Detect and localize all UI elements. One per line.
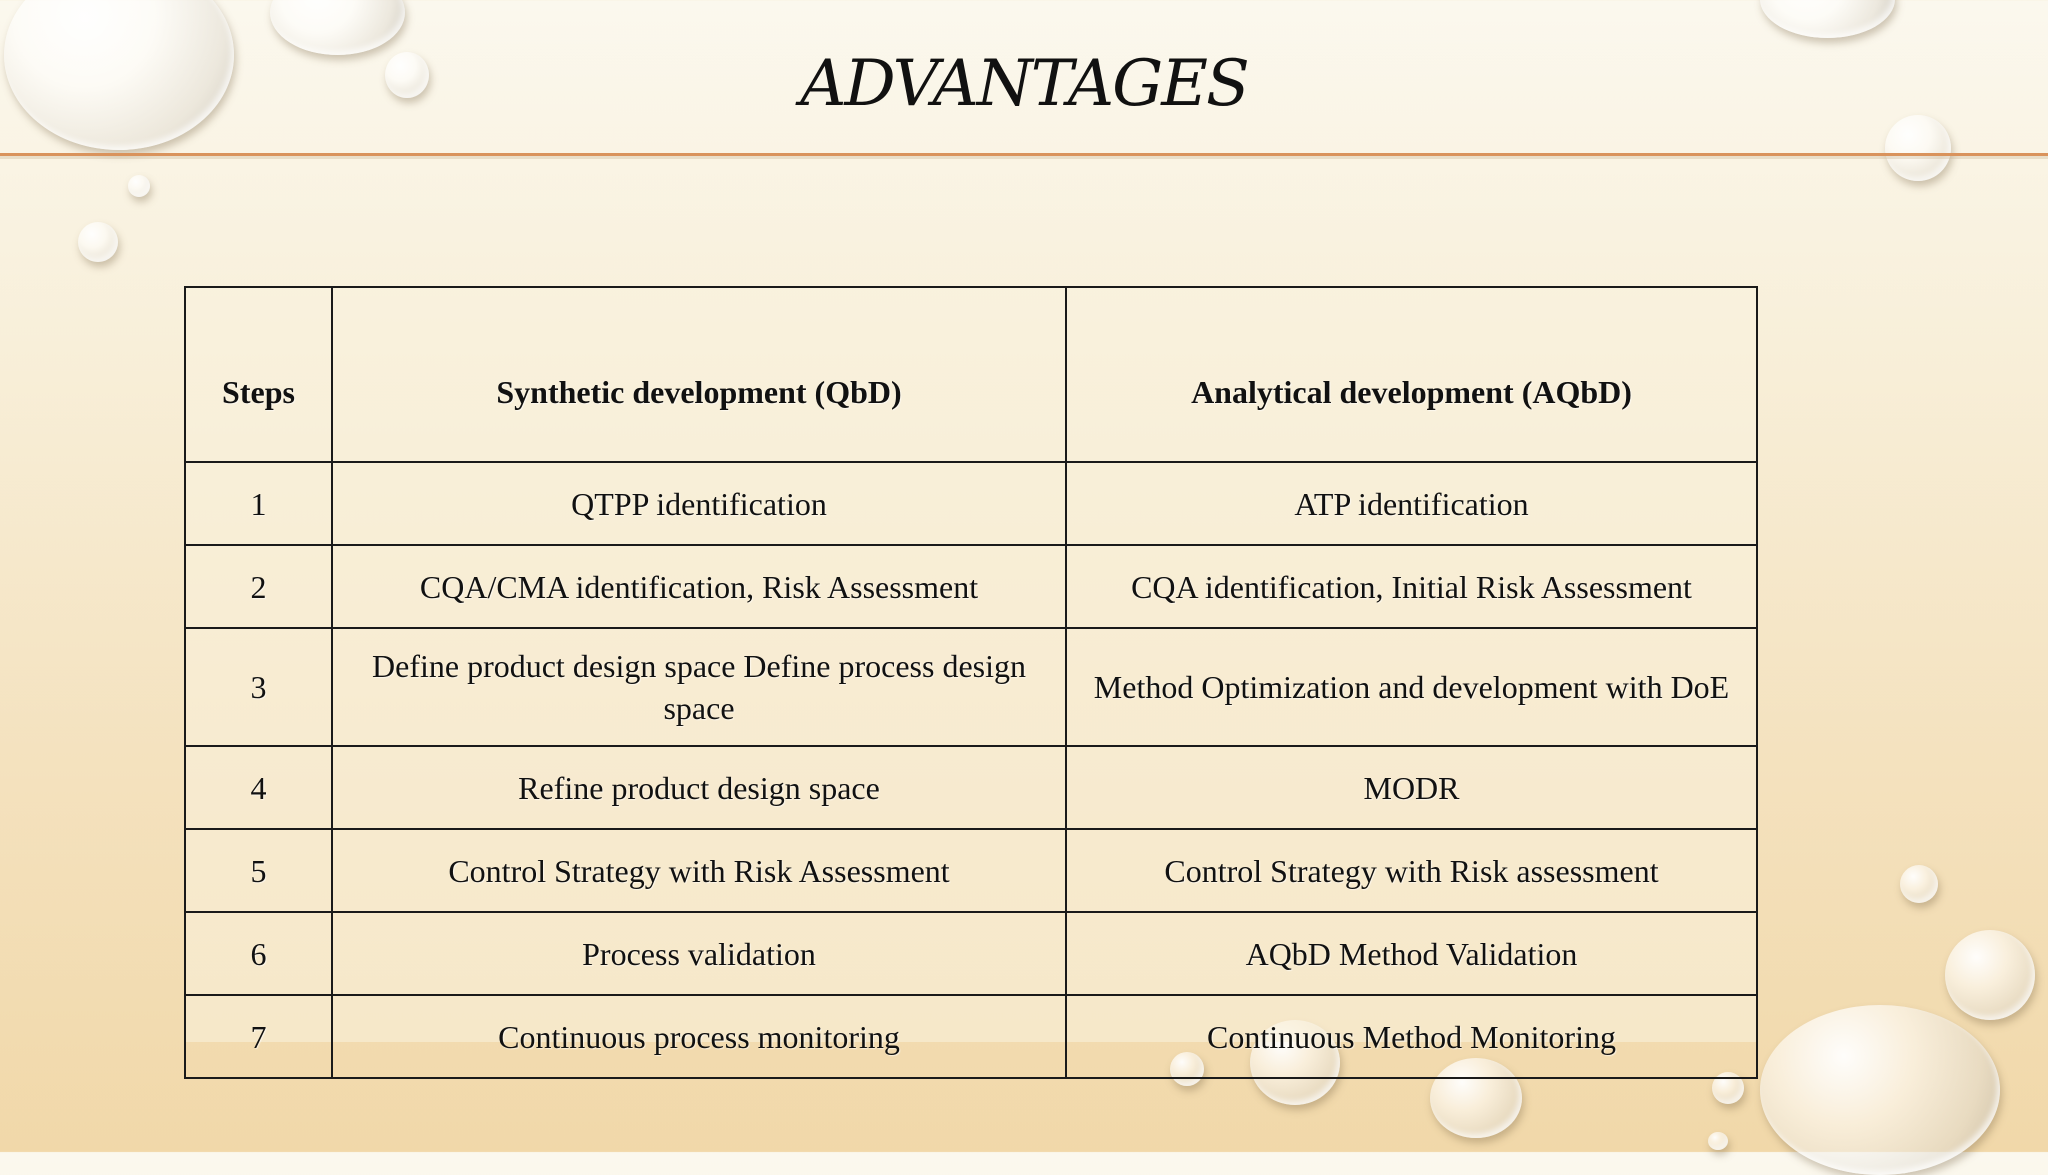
aqbd-cell: AQbD Method Validation [1066,912,1757,995]
aqbd-cell: CQA identification, Initial Risk Assessment [1066,545,1757,628]
table-row [185,912,1757,995]
aqbd-cell: MODR [1066,746,1757,829]
qbd-cell: Control Strategy with Risk Assessment [332,829,1066,912]
water-drop-icon [1760,1005,2000,1175]
step-cell: 1 [185,462,332,545]
water-drop-icon [1760,0,1895,38]
header-steps: Steps [185,287,332,462]
aqbd-cell: Method Optimization and development with DoE [1066,628,1757,746]
table-row [185,628,1757,746]
aqbd-cell: Control Strategy with Risk assessment [1066,829,1757,912]
comparison-table [184,286,1758,1079]
step-cell: 3 [185,628,332,746]
table-row [185,746,1757,829]
table-row [185,462,1757,545]
table-row [185,545,1757,628]
header-analytical-development: Analytical development (AQbD) [1066,287,1757,462]
water-drop-icon [1900,865,1938,903]
qbd-cell: Continuous process monitoring [332,995,1066,1078]
qbd-cell: CQA/CMA identification, Risk Assessment [332,545,1066,628]
water-drop-icon [1945,930,2035,1020]
title-divider-shadow [0,156,2048,159]
water-drop-icon [1708,1132,1728,1150]
step-cell: 5 [185,829,332,912]
step-cell: 6 [185,912,332,995]
slide-title: ADVANTAGES [800,47,1248,121]
step-cell: 2 [185,545,332,628]
qbd-cell: Process validation [332,912,1066,995]
aqbd-cell: ATP identification [1066,462,1757,545]
header-synthetic-development: Synthetic development (QbD) [332,287,1066,462]
table-header-row [185,287,1757,462]
water-drop-icon [78,222,118,262]
step-cell: 4 [185,746,332,829]
table-row [185,829,1757,912]
table-row [185,995,1757,1078]
qbd-cell: Define product design space Define process design space [332,628,1066,746]
comparison-table-container [184,286,1756,1055]
qbd-cell: QTPP identification [332,462,1066,545]
step-cell: 7 [185,995,332,1078]
water-drop-icon [128,175,150,197]
qbd-cell: Refine product design space [332,746,1066,829]
aqbd-cell: Continuous Method Monitoring [1066,995,1757,1078]
